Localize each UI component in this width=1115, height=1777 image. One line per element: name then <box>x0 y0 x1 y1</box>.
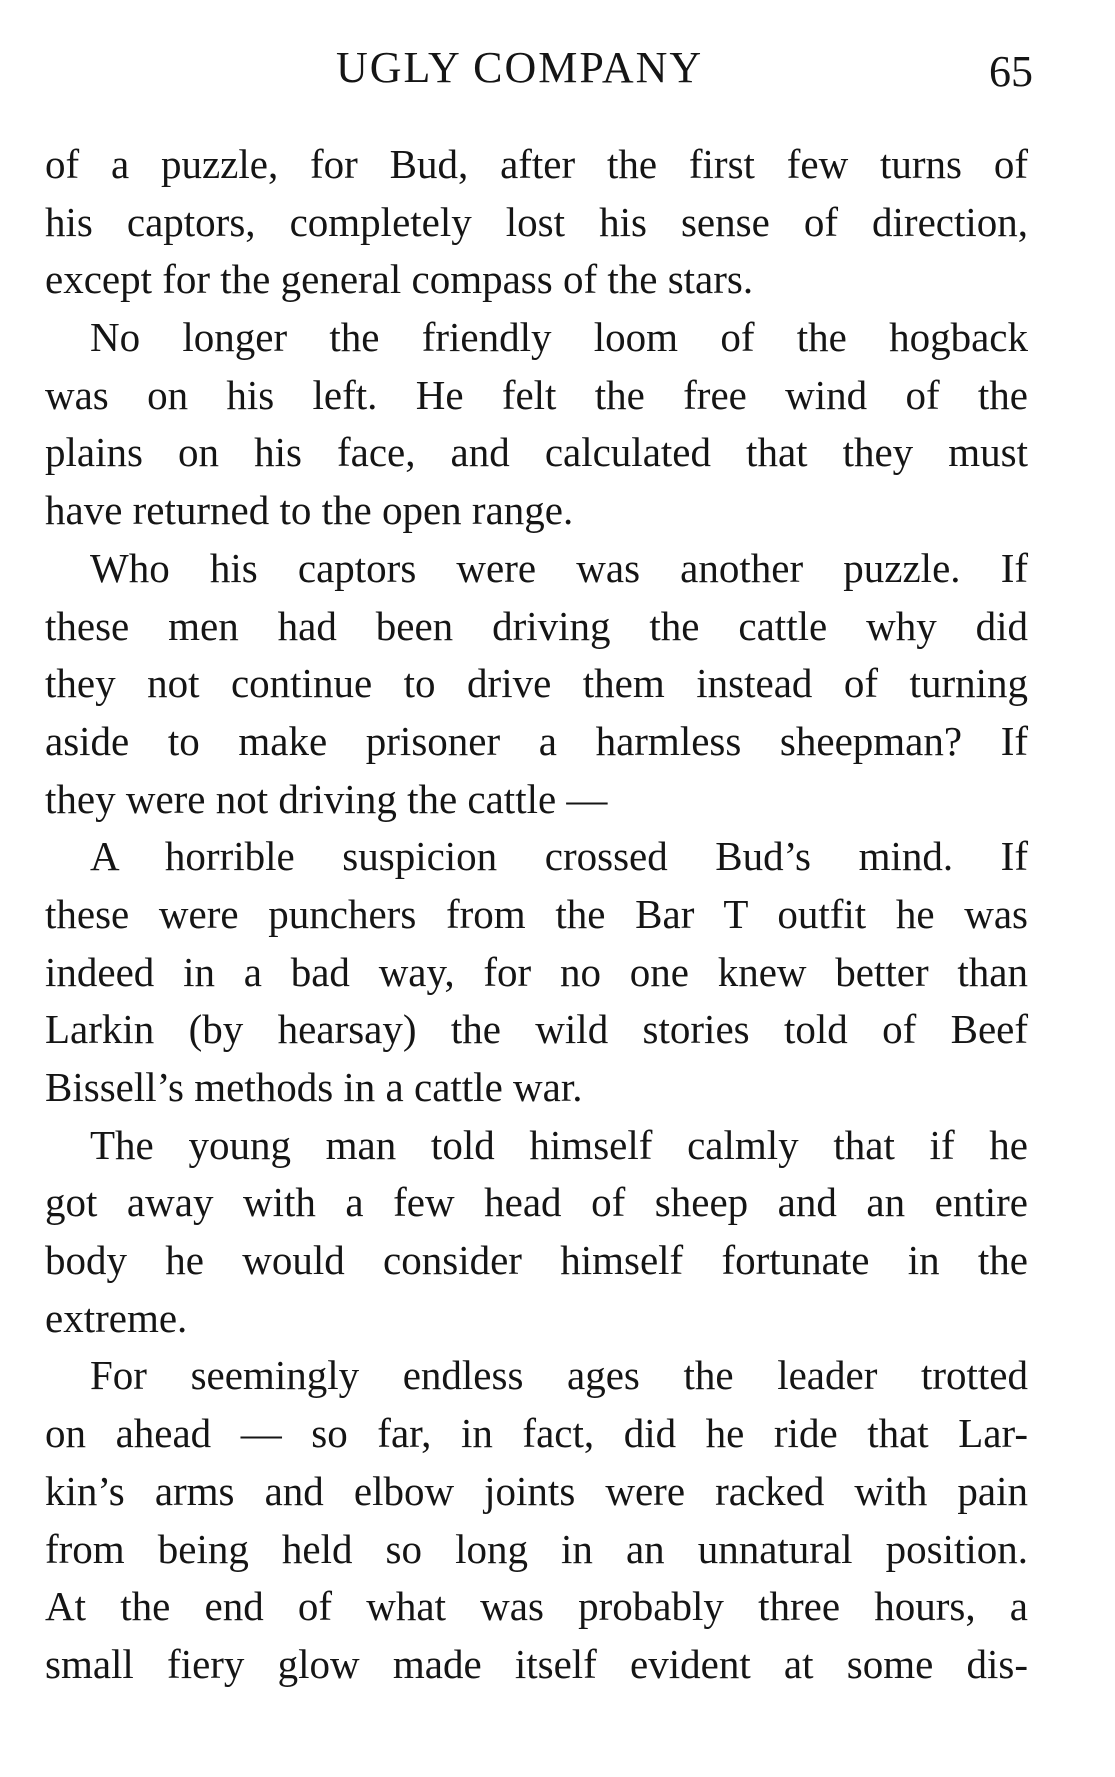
text-line: A horrible suspicion crossed Bud’s mind. If <box>90 833 1028 880</box>
running-head <box>0 38 1115 98</box>
text-line: The young man told himself calmly that if he <box>90 1121 1028 1168</box>
text-line: extreme. <box>45 1294 188 1341</box>
text-line: For seemingly endless ages the leader trotted <box>90 1352 1028 1399</box>
text-line: plains on his face, and calculated that they must <box>45 429 1028 476</box>
text-line: on ahead — so far, in fact, did he ride that Lar- <box>45 1410 1028 1457</box>
text-line: these were punchers from the Bar T outfit he was <box>45 890 1028 937</box>
text-line: these men had been driving the cattle why did <box>45 602 1028 649</box>
text-line: got away with a few head of sheep and an entire <box>45 1179 1028 1226</box>
text-line: Larkin (by hearsay) the wild stories told of Beef <box>45 1006 1028 1053</box>
body-text <box>45 136 1028 1694</box>
text-line: No longer the friendly loom of the hogback <box>90 314 1028 361</box>
text-line: kin’s arms and elbow joints were racked with pain <box>45 1467 1028 1514</box>
text-line: of a puzzle, for Bud, after the first few turns of <box>45 141 1028 187</box>
text-line: body he would consider himself fortunate in the <box>45 1237 1028 1284</box>
text-line: indeed in a bad way, for no one knew better than <box>45 948 1028 995</box>
text-line: At the end of what was probably three hours, a <box>45 1583 1028 1630</box>
text-line: from being held so long in an unnatural position. <box>45 1525 1028 1572</box>
text-line: was on his left. He felt the free wind of the <box>45 371 1028 418</box>
text-line: aside to make prisoner a harmless sheepman? If <box>45 717 1028 764</box>
text-line: small fiery glow made itself evident at some dis- <box>45 1640 1028 1687</box>
text-line: Bissell’s methods in a cattle war. <box>45 1064 583 1110</box>
running-title: UGLY COMPANY <box>336 43 704 92</box>
page-number: 65 <box>989 47 1033 96</box>
text-line: have returned to the open range. <box>45 487 574 534</box>
text-line: Who his captors were was another puzzle. If <box>90 544 1028 591</box>
text-line: they not continue to drive them instead of turning <box>45 660 1028 707</box>
text-line: his captors, completely lost his sense of direction, <box>45 198 1028 245</box>
text-line: except for the general compass of the stars. <box>45 256 754 303</box>
text-line: they were not driving the cattle — <box>45 775 608 822</box>
